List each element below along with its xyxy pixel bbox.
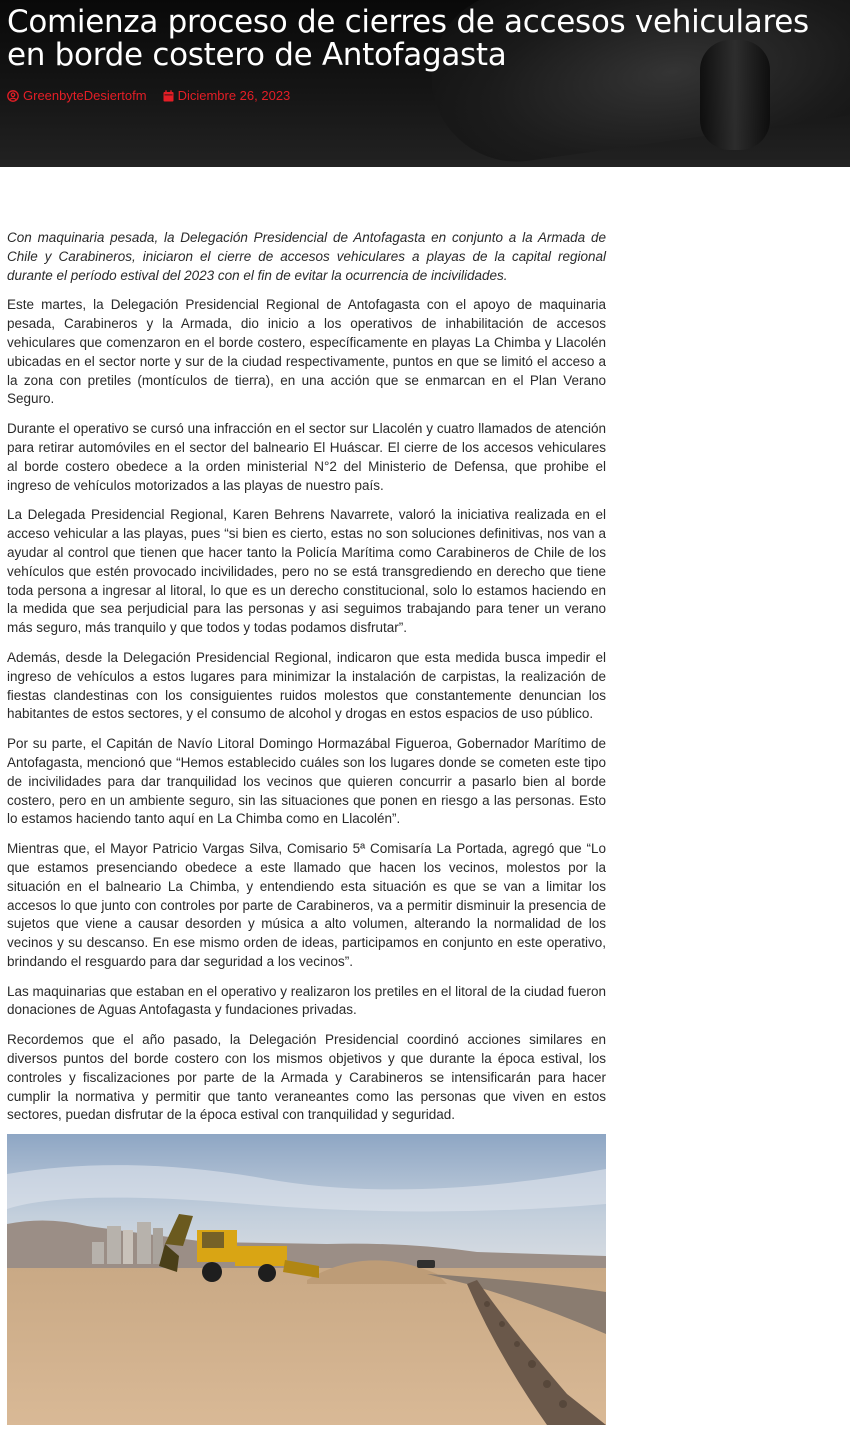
author-link[interactable] — [7, 88, 147, 103]
hero-banner — [0, 0, 850, 167]
article-photo — [7, 1134, 606, 1425]
post-meta — [7, 88, 290, 103]
article-paragraph: Durante el operativo se cursó una infracción en el sector sur Llacolén y cuatro llamados de atención para retirar automóviles en el sector del balneario El Huáscar. El cierre de los accesos vehiculares al borde costero obedece a la orden ministerial N°2 del Ministerio de Defensa, que prohibe el ingreso de vehículos motorizados a las playas de nuestro país. — [7, 421, 606, 493]
page-title: Comienza proceso de cierres de accesos vehiculares en borde costero de Antofagasta — [7, 4, 809, 73]
article-paragraph: Además, desde la Delegación Presidencial Regional, indicaron que esta medida busca impedir el ingreso de vehículos a estos lugares para minimizar la instalación de carpistas, la realización de fiestas clandestinas con los consiguientes ruidos molestos que constantemente denuncian los habitantes de estos sectores, y el consumo de alcohol y drogas en estos espacios de uso público. — [7, 649, 606, 722]
article-lead: Con maquinaria pesada, la Delegación Presidencial de Antofagasta en conjunto a la Armada de Chile y Carabineros, iniciaron el cierre de accesos vehiculares a playas de la capital regional durante el período estival del 2023 con el fin de evitar la ocurrencia de incivilidades. — [7, 230, 606, 283]
photo-vehicle — [417, 1260, 435, 1268]
date-link[interactable] — [163, 88, 291, 103]
article-paragraph: La Delegada Presidencial Regional, Karen Behrens Navarrete, valoró la iniciativa realizada en el acceso vehicular a las playas, pues “si bien es cierto, estas no son soluciones definitivas, nos van a ayudar al control que tienen que hacer tanto la Policía Marítima como Carabineros de Chile de los vehículos que estén provocado incivilidades, pero no se está transgrediendo en derecho que tiene toda persona a ingresar al litoral, lo que es un derecho constitucional, solo lo estamos haciendo en la medida que sea perjudicial para las personas y asi seguimos trabajando para tener un verano más seguro, más tranquilo y que todos y todas podamos disfrutar”. — [7, 507, 606, 636]
article-paragraph: Este martes, la Delegación Presidencial Regional de Antofagasta con el apoyo de maquinaria pesada, Carabineros y la Armada, dio inicio a los operativos de inhabilitación de accesos vehiculares que comenzaron en el borde costero, específicamente en playas La Chimba y Llacolén ubicadas en el sector norte y sur de la ciudad respectivamente, puntos en que se limitó el acceso a la zona con pretiles (montículos de tierra), en una acción que se enmarcan en el Plan Verano Seguro. — [7, 297, 606, 407]
article-paragraph: Recordemos que el año pasado, la Delegación Presidencial coordinó acciones similares en diversos puntos del borde costero con los mismos objetivos y que durante la época estival, los controles y fiscalizaciones por parte de la Armada y Carabineros se intensificarán para hacer cumplir la normativa y permitir que tanto veraneantes como las personas que viven en estos sectores, puedan disfrutar de la época estival con tranquilidad y seguridad. — [7, 1032, 606, 1123]
article-paragraph: Por su parte, el Capitán de Navío Litoral Domingo Hormazábal Figueroa, Gobernador Marítimo de Antofagasta, mencionó que “Hemos establecido cuáles son los lugares donde se cometen este tipo de incivilidades para dar tranquilidad los vecinos que quieren concurrir a pasarlo bien al borde costero, pero en un ambiente seguro, sin las situaciones que ponen en riesgo a las personas. Esto lo estamos haciendo tanto aquí en La Chimba como en Llacolén”. — [7, 736, 606, 827]
article-paragraph: Las maquinarias que estaban en el operativo y realizaron los pretiles en el litoral de la ciudad fueron donaciones de Aguas Antofagasta y fundaciones privadas. — [7, 983, 606, 1018]
user-circle-icon — [7, 90, 19, 102]
article-paragraph: Mientras que, el Mayor Patricio Vargas Silva, Comisario 5ª Comisaría La Portada, agregó que “Lo que estamos presenciando obedece a este llamado que hacen los vecinos, molestos por la situación en el balneario La Chimba, y entendiendo esta situación es que se van a limitar los accesos lo que junto con controles por parte de Carabineros, va a permitir disminuir la presencia de sujetos que viene a causar desorden y música a alto volumen, alterando la normalidad de los vecinos y su descanso. En ese mismo orden de ideas, participamos en conjunto en este operativo, brindando el resguardo para dar seguridad a los vecinos”. — [7, 841, 606, 969]
calendar-icon — [163, 90, 174, 102]
post-date[interactable]: Diciembre 26, 2023 — [177, 88, 291, 103]
author-name[interactable]: GreenbyteDesiertofm — [23, 88, 147, 103]
article-body — [7, 229, 606, 1136]
